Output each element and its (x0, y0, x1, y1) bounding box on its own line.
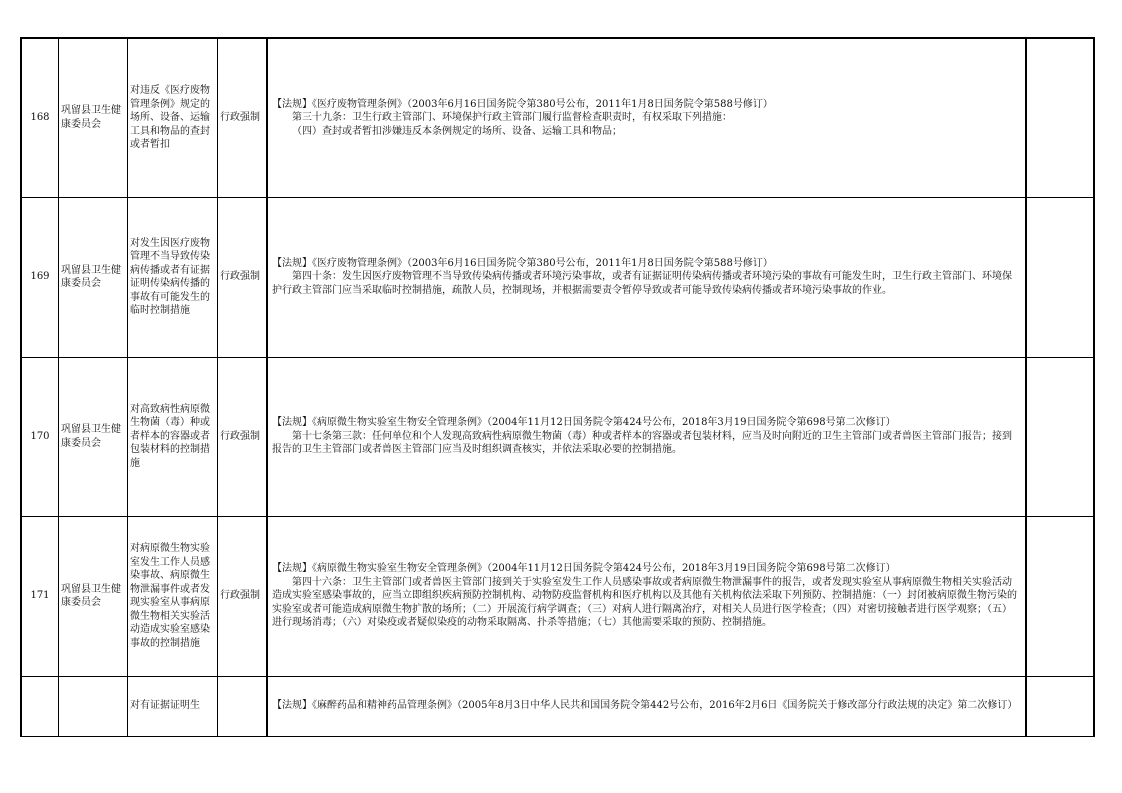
legal-basis-cell (267, 197, 1026, 357)
law-title: 【法规】《医疗废物管理条例》（2003年6月16日国务院令第380号公布，2011年1月8日国务院令第588号修订） (272, 98, 773, 110)
law-article: 第四十条：发生因医疗废物管理不当导致传染病传播或者环境污染事故，或者有证据证明传染病传播或者环境污染的事故有可能发生时，卫生行政主管部门、环境保护行政主管部门应当采取临时控制措施，疏散人员，控制现场，并根据需要责令暂停导致或者可能导致传染病传播或者环境污染事故的作业。 (272, 271, 1012, 296)
law-article: 第四十六条：卫生主管部门或者兽医主管部门接到关于实验室发生工作人员感染事故或者病原微生物泄漏事件的报告，或者发现实验室从事病原微生物相关实验活动造成实验室感染事故的，应当立即组织疾病预防控制机构、动物防疫监督机构和医疗机构以及其他有关机构依法采取下列预防、控制措施：（一）封闭被病原微生物污染的实验室或者可能造成病原微生物扩散的场所；（二）开展流行病学调查；（三）对病人进行隔离治疗，对相关人员进行医学检查；（四）对密切接触者进行医学观察；（五）进行现场消毒；（六）对染疫或者疑似染疫的动物采取隔离、扑杀等措施；（七）其他需要采取的预防、控制措施。 (272, 576, 1017, 629)
department-cell: 巩留县卫生健康委员会 (59, 38, 128, 197)
law-article: 第十七条第三款：任何单位和个人发现高致病性病原微生物菌（毒）种或者样本的容器或者包装材料，应当及时向附近的卫生主管部门或者兽医主管部门报告；接到报告的卫生主管部门或者兽医主管部门应当及时组织调查核实，并依法采取必要的控制措施。 (272, 430, 1012, 456)
table-row (21, 197, 1094, 357)
row-number (21, 676, 59, 736)
regulation-table (20, 37, 1095, 737)
legal-basis-cell (267, 516, 1026, 676)
remark-cell (1026, 516, 1094, 676)
legal-basis-cell (267, 676, 1026, 736)
department-cell: 巩留县卫生健康委员会 (59, 197, 128, 357)
item-name-cell: 对高致病性病原微生物菌（毒）种或者样本的容器或者包装材料的控制措施 (128, 357, 218, 516)
row-number: 169 (21, 197, 59, 357)
legal-basis-cell (267, 38, 1026, 197)
table-row (21, 676, 1094, 736)
department-cell: 巩留县卫生健康委员会 (59, 516, 128, 676)
remark-cell (1026, 197, 1094, 357)
remark-cell (1026, 38, 1094, 197)
law-clause: （四）查封或者暂扣涉嫌违反本条例规定的场所、设备、运输工具和物品； (292, 125, 622, 137)
table-row (21, 357, 1094, 516)
department-cell: 巩留县卫生健康委员会 (59, 357, 128, 516)
legal-basis-cell (267, 357, 1026, 516)
item-name-cell: 对违反《医疗废物管理条例》规定的场所、设备、运输工具和物品的查封或者暂扣 (128, 38, 218, 197)
item-type-cell: 行政强制 (218, 197, 268, 357)
item-type-cell: 行政强制 (218, 357, 268, 516)
table-row (21, 38, 1094, 197)
law-title: 【法规】《麻醉药品和精神药品管理条例》（2005年8月3日中华人民共和国国务院令第442号公布，2016年2月6日《国务院关于修改部分行政法规的决定》第二次修订） (272, 700, 1018, 712)
law-article: 第三十九条：卫生行政主管部门、环境保护行政主管部门履行监督检查职责时，有权采取下列措施： (292, 112, 732, 123)
item-name-cell: 对发生因医疗废物管理不当导致传染病传播或者有证据证明传染病传播的事故有可能发生的临时控制措施 (128, 197, 218, 357)
row-number: 171 (21, 516, 59, 676)
item-type-cell (218, 676, 268, 736)
item-type-cell: 行政强制 (218, 38, 268, 197)
department-cell (59, 676, 128, 736)
row-number: 168 (21, 38, 59, 197)
item-name-cell: 对病原微生物实验室发生工作人员感染事故、病原微生物泄漏事件或者发现实验室从事病原微生物相关实验活动造成实验室感染事故的控制措施 (128, 516, 218, 676)
law-title: 【法规】《病原微生物实验室生物安全管理条例》（2004年11月12日国务院令第424号公布，2018年3月19日国务院令第698号第二次修订） (272, 417, 896, 429)
item-type-cell: 行政强制 (218, 516, 268, 676)
law-title: 【法规】《医疗废物管理条例》（2003年6月16日国务院令第380号公布，2011年1月8日国务院令第588号修订） (272, 257, 773, 269)
law-title: 【法规】《病原微生物实验室生物安全管理条例》（2004年11月12日国务院令第424号公布，2018年3月19日国务院令第698号第二次修订） (272, 563, 896, 575)
remark-cell (1026, 676, 1094, 736)
table-row (21, 516, 1094, 676)
item-name-cell: 对有证据证明生 (128, 676, 218, 736)
row-number: 170 (21, 357, 59, 516)
remark-cell (1026, 357, 1094, 516)
